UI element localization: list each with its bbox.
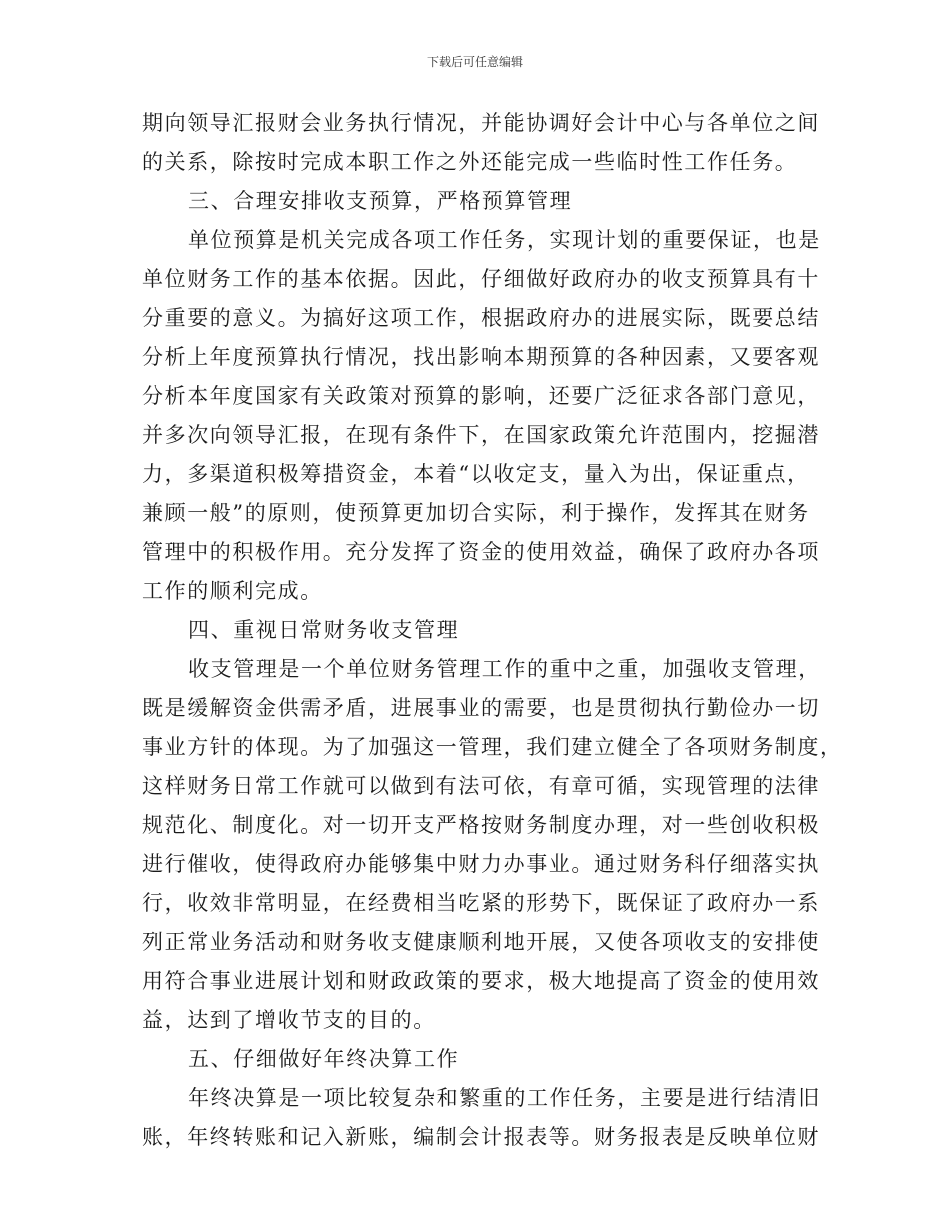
page-header-note: 下载后可任意编辑 — [426, 55, 523, 69]
paragraph-line: 账，年终转账和记入新账，编制会计报表等。财务报表是反映单位财 — [142, 1125, 820, 1149]
paragraph-first-line: 单位预算是机关完成各项工作任务，实现计划的重要保证，也是 — [188, 228, 821, 252]
paragraph-line: 工作的顺利完成。 — [142, 579, 323, 603]
paragraph-first-line: 四、重视日常财务收支管理 — [188, 618, 460, 642]
paragraph-first-line: 年终决算是一项比较复杂和繁重的工作任务，主要是进行结清旧 — [188, 1086, 821, 1110]
paragraph-line: 管理中的积极作用。充分发挥了资金的使用效益，确保了政府办各项 — [142, 540, 820, 564]
paragraph-line: 分重要的意义。为搞好这项工作，根据政府办的进展实际，既要总结 — [142, 306, 820, 330]
paragraph-line: 期向领导汇报财会业务执行情况，并能协调好会计中心与各单位之间 — [142, 111, 820, 135]
paragraph-line: 分析上年度预算执行情况，找出影响本期预算的各种因素，又要客观 — [142, 345, 820, 369]
paragraph-line: 兼顾一般”的原则，使预算更加切合实际，利于操作，发挥其在财务 — [142, 501, 810, 525]
paragraph-first-line: 收支管理是一个单位财务管理工作的重中之重，加强收支管理， — [188, 657, 821, 681]
paragraph-first-line: 五、仔细做好年终决算工作 — [188, 1047, 460, 1071]
paragraph-line: 列正常业务活动和财务收支健康顺利地开展，又使各项收支的安排使 — [142, 930, 820, 954]
paragraph-first-line: 三、合理安排收支预算，严格预算管理 — [188, 189, 573, 213]
paragraph-line: 事业方针的体现。为了加强这一管理，我们建立健全了各项财务制度， — [142, 735, 843, 759]
paragraph-line: 力，多渠道积极筹措资金，本着“以收定支，量入为出，保证重点， — [142, 462, 810, 486]
paragraph-line: 规范化、制度化。对一切开支严格按财务制度办理，对一些创收积极 — [142, 813, 820, 837]
paragraph-line: 并多次向领导汇报，在现有条件下，在国家政策允许范围内，挖掘潜 — [142, 423, 820, 447]
paragraph-line: 用符合事业进展计划和财政政策的要求，极大地提高了资金的使用效 — [142, 969, 820, 993]
paragraph-line: 分析本年度国家有关政策对预算的影响，还要广泛征求各部门意见， — [142, 384, 820, 408]
paragraph-line: 益，达到了增收节支的目的。 — [142, 1008, 436, 1032]
document-body — [142, 104, 843, 1157]
paragraph-line: 进行催收，使得政府办能够集中财力办事业。通过财务科仔细落实执 — [142, 852, 820, 876]
paragraph-line: 既是缓解资金供需矛盾，进展事业的需要，也是贯彻执行勤俭办一切 — [142, 696, 820, 720]
paragraph-line: 这样财务日常工作就可以做到有法可依，有章可循，实现管理的法律 — [142, 774, 820, 798]
paragraph-line: 行，收效非常明显，在经费相当吃紧的形势下，既保证了政府办一系 — [142, 891, 820, 915]
paragraph-line: 的关系，除按时完成本职工作之外还能完成一些临时性工作任务。 — [142, 150, 798, 174]
paragraph-line: 单位财务工作的基本依据。因此，仔细做好政府办的收支预算具有十 — [142, 267, 820, 291]
